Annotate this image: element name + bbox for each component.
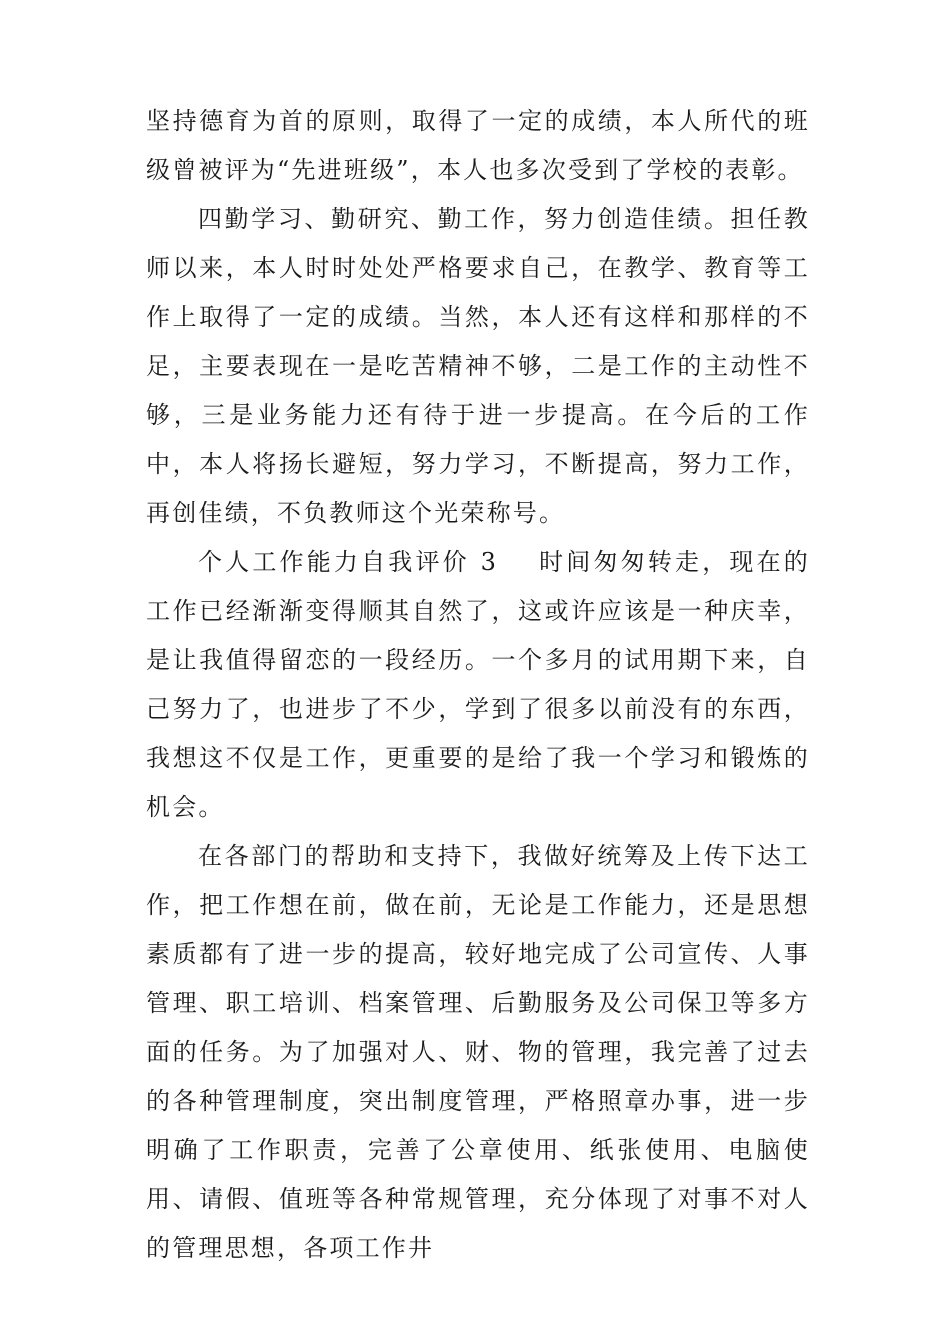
paragraph-1-text: 坚持德育为首的原则，取得了一定的成绩，本人所代的班级曾被评为“先进班级”，本人也多次受到了学校的表彰。	[146, 107, 810, 184]
document-body	[146, 97, 810, 1273]
paragraph-4-text: 在各部门的帮助和支持下，我做好统筹及上传下达工作，把工作想在前，做在前，无论是工作能力，还是思想素质都有了进一步的提高，较好地完成了公司宣传、人事管理、职工培训、档案管理、后勤服务及公司保卫等多方面的任务。为了加强对人、财、物的管理，我完善了过去的各种管理制度，突出制度管理，严格照章办事，进一步明确了工作职责，完善了公章使用、纸张使用、电脑使用、请假、值班等各种常规管理，充分体现了对事不对人的管理思想，各项工作井	[146, 842, 810, 1262]
paragraph-1	[146, 97, 810, 195]
paragraph-3	[146, 538, 810, 832]
paragraph-2	[146, 195, 810, 538]
paragraph-2-text: 四勤学习、勤研究、勤工作，努力创造佳绩。担任教师以来，本人时时处处严格要求自己，在教学、教育等工作上取得了一定的成绩。当然，本人还有这样和那样的不足，主要表现在一是吃苦精神不够，二是工作的主动性不够，三是业务能力还有待于进一步提高。在今后的工作中，本人将扬长避短，努力学习，不断提高，努力工作，再创佳绩，不负教师这个光荣称号。	[146, 205, 810, 527]
paragraph-4	[146, 832, 810, 1273]
paragraph-3-text: 时间匆匆转走，现在的工作已经渐渐变得顺其自然了，这或许应该是一种庆幸，是让我值得留恋的一段经历。一个多月的试用期下来，自己努力了，也进步了不少，学到了很多以前没有的东西，我想这不仅是工作，更重要的是给了我一个学习和锻炼的机会。	[146, 548, 810, 821]
section-heading: 个人工作能力自我评价 3	[198, 548, 499, 576]
